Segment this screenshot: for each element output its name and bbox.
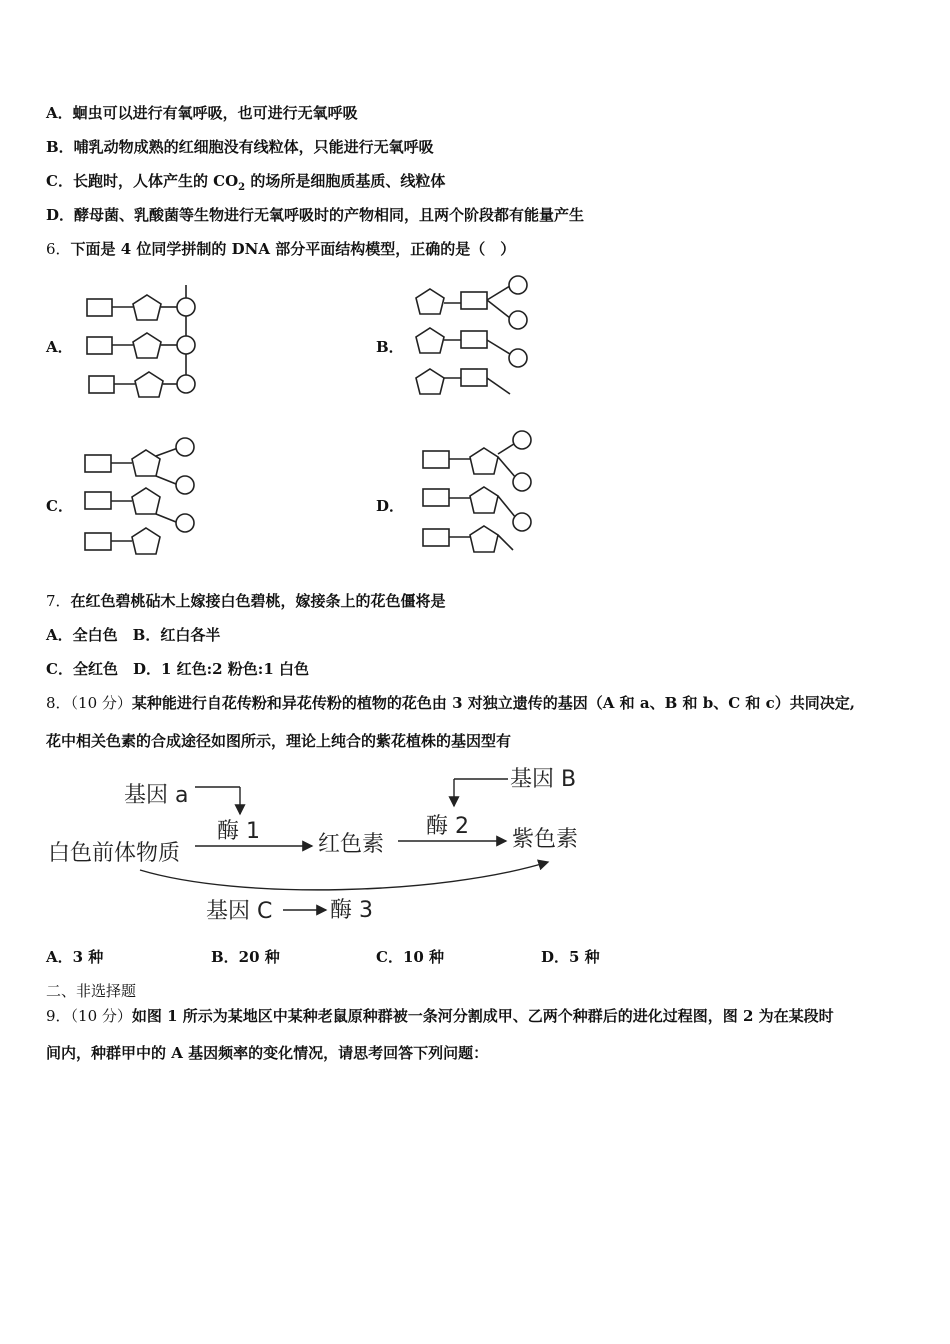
q8-option-a: A．3 种: [46, 948, 104, 966]
q8-option-c: C．10 种: [376, 948, 445, 966]
q8-stem-line2: 花中相关色素的合成途径如图所示，理论上纯合的紫花植株的基因型有: [46, 732, 512, 750]
q5-option-d: D．酵母菌、乳酸菌等生物进行无氧呼吸时的产物相同，且两个阶段都有能量产生: [46, 206, 585, 224]
gene-a-label: 基因 a: [124, 783, 189, 808]
pigment-pathway-diagram: [40, 760, 600, 930]
q9-stem-line1: 9．（10 分）如图 1 所示为某地区中某种老鼠原种群被一条河分割成甲、乙两个种群后的进化过程图，图 2 为在某段时: [46, 1007, 834, 1025]
dna-model-b: [410, 272, 550, 408]
red-pigment-label: 红色素: [318, 832, 385, 857]
q6-label-b: B．: [376, 338, 404, 356]
dna-model-c: [80, 432, 210, 562]
q5-option-a: A．蛔虫可以进行有氧呼吸，也可进行无氧呼吸: [46, 104, 358, 122]
q9-stem-line2: 间内，种群甲中的 A 基因频率的变化情况，请思考回答下列问题：: [46, 1044, 489, 1062]
precursor-label: 白色前体物质: [48, 841, 181, 866]
gene-c-label: 基因 C: [206, 899, 273, 924]
q6-stem: 6．下面是 4 位同学拼制的 DNA 部分平面结构模型，正确的是（ ）: [46, 240, 516, 258]
q7-options-ab: A．全白色 B．红白各半: [46, 626, 221, 644]
q7-options-cd: C．全红色 D．1 红色:2 粉色:1 白色: [46, 660, 309, 678]
q5-option-c: C．长跑时，人体产生的 $CO_2$ 的场所是细胞质基质、线粒体: [46, 172, 446, 193]
purple-pigment-label: 紫色素: [512, 827, 579, 852]
q6-label-c: C．: [46, 497, 73, 515]
q5-option-b: B．哺乳动物成熟的红细胞没有线粒体，只能进行无氧呼吸: [46, 138, 434, 156]
section-heading: 二、非选择题: [46, 982, 137, 1000]
q8-option-d: D．5 种: [541, 948, 600, 966]
q7-stem: 7．在红色碧桃砧木上嫁接白色碧桃，嫁接条上的花色僵将是: [46, 592, 446, 610]
dna-model-a: [80, 280, 210, 410]
dna-model-d: [415, 430, 545, 560]
enzyme-2-label: 酶 2: [426, 814, 469, 839]
q8-stem-line1: 8．（10 分）某种能进行自花传粉和异花传粉的植物的花色由 3 对独立遗传的基因（A 和 a、B 和 b、C 和 c）共同决定,: [46, 694, 855, 712]
q6-label-d: D．: [376, 497, 405, 515]
q8-option-b: B．20 种: [211, 948, 280, 966]
gene-b-label: 基因 B: [510, 767, 577, 792]
q6-label-a: A．: [46, 338, 73, 356]
enzyme-3-label: 酶 3: [330, 898, 373, 923]
enzyme-1-label: 酶 1: [217, 819, 260, 844]
